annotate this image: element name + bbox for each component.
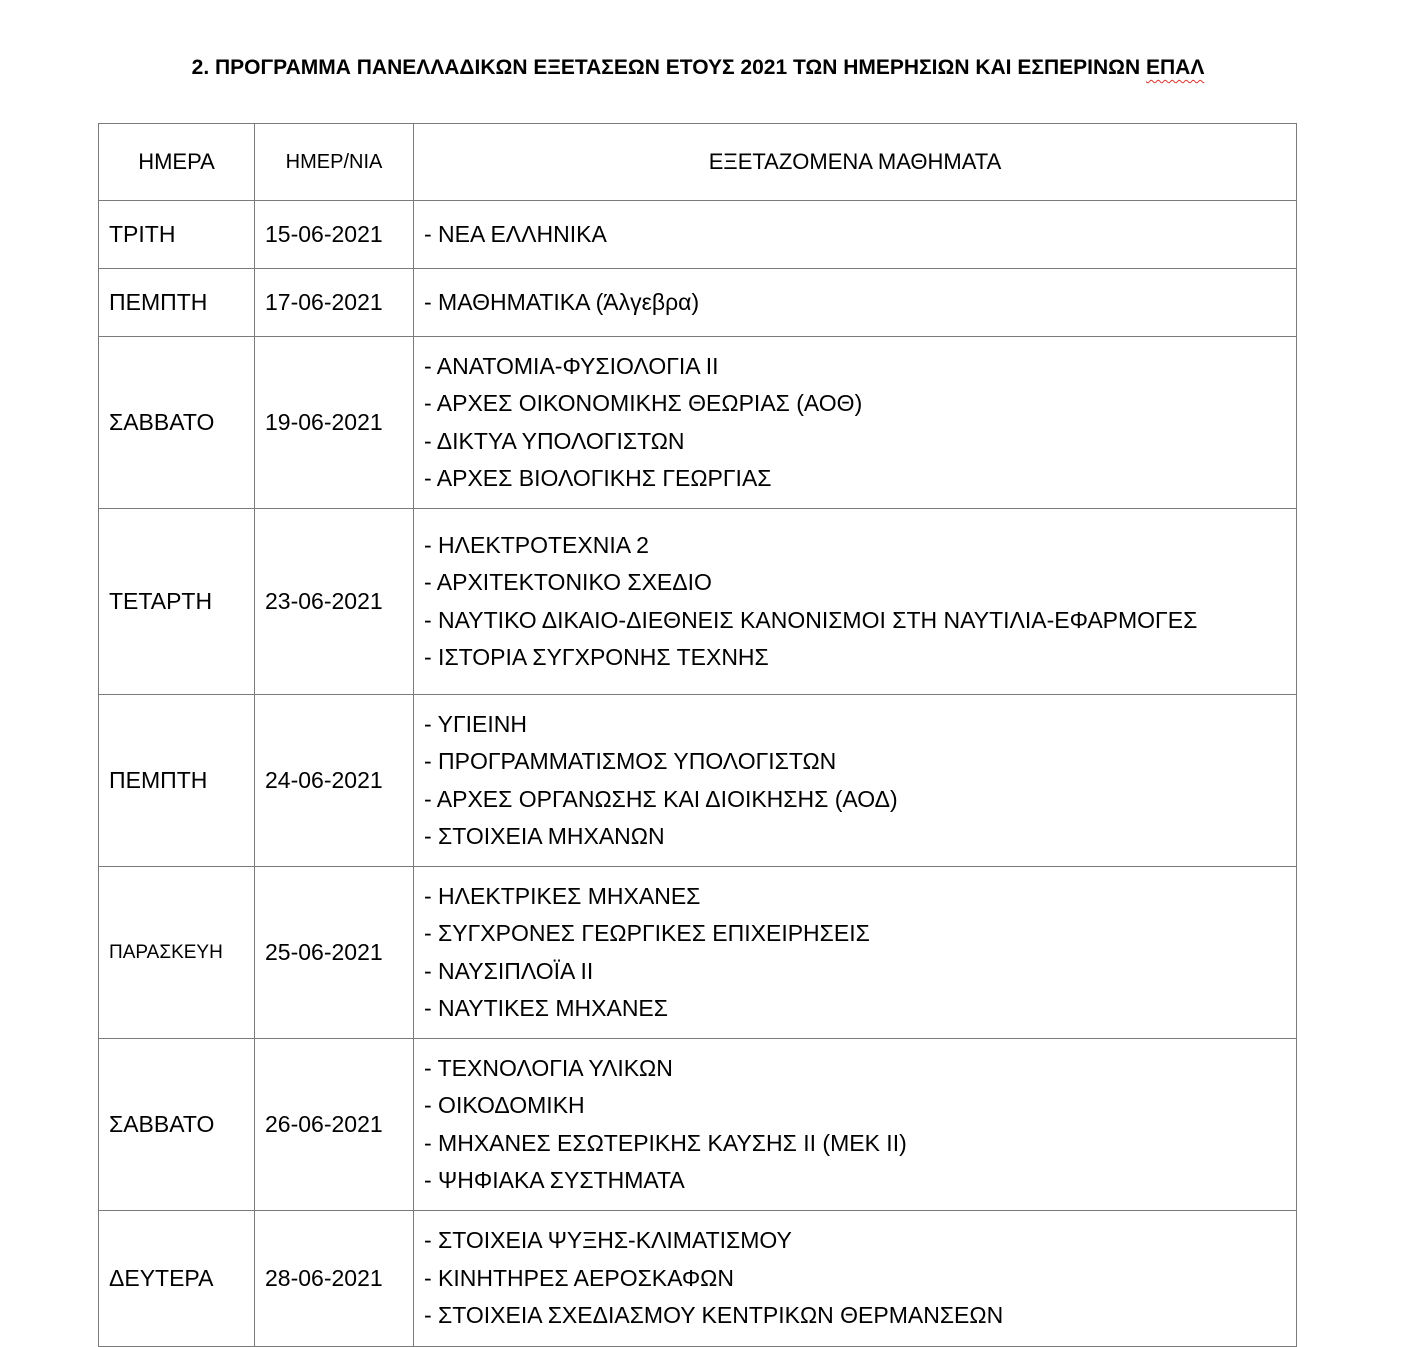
row-subjects <box>414 867 1297 1039</box>
subject-item: - ΗΛΕΚΤΡΙΚΕΣ ΜΗΧΑΝΕΣ <box>424 882 701 909</box>
row-date: 24-06-2021 <box>255 695 414 867</box>
row-subjects <box>414 695 1297 867</box>
table-row <box>99 1039 1297 1211</box>
row-date: 25-06-2021 <box>255 867 414 1039</box>
row-day: ΔΕΥΤΕΡΑ <box>99 1211 255 1347</box>
subject-item: - ΝΑΥΤΙΚΟ ΔΙΚΑΙΟ-ΔΙΕΘΝΕΙΣ ΚΑΝΟΝΙΣΜΟΙ ΣΤΗ ΝΑΥΤΙΛΙΑ-ΕΦΑΡΜΟΓΕΣ <box>424 606 1198 633</box>
row-subjects <box>414 269 1297 337</box>
subject-item: - ΨΗΦΙΑΚΑ ΣΥΣΤΗΜΑΤΑ <box>424 1167 685 1193</box>
subject-item: - ΑΡΧΕΣ ΟΙΚΟΝΟΜΙΚΗΣ ΘΕΩΡΙΑΣ (ΑΟΘ) <box>424 390 863 416</box>
row-day: ΠΕΜΠΤΗ <box>99 695 255 867</box>
subject-item: - ΝΑΥΤΙΚΕΣ ΜΗΧΑΝΕΣ <box>424 995 668 1021</box>
subject-item: - ΚΙΝΗΤΗΡΕΣ ΑΕΡΟΣΚΑΦΩΝ <box>424 1264 734 1291</box>
row-day: ΣΑΒΒΑΤΟ <box>99 1039 255 1211</box>
table-row <box>99 867 1297 1039</box>
subject-item: - ΔΙΚΤΥΑ ΥΠΟΛΟΓΙΣΤΩΝ <box>424 427 685 454</box>
row-subjects <box>414 201 1297 269</box>
header-subjects: ΕΞΕΤΑΖΟΜΕΝΑ ΜΑΘΗΜΑΤΑ <box>414 124 1297 201</box>
row-date: 26-06-2021 <box>255 1039 414 1211</box>
document-title-main: 2. ΠΡΟΓΡΑΜΜΑ ΠΑΝΕΛΛΑΔΙΚΩΝ ΕΞΕΤΑΣΕΩΝ ΕΤΟΥΣ 2021 ΤΩΝ ΗΜΕΡΗΣΙΩΝ ΚΑΙ ΕΣΠΕΡΙΝΩΝ <box>191 56 1146 79</box>
table-row <box>99 201 1297 269</box>
subject-item: - ΟΙΚΟΔΟΜΙΚΗ <box>424 1092 585 1118</box>
row-day: ΤΕΤΑΡΤΗ <box>99 509 255 695</box>
subject-item: - ΑΝΑΤΟΜΙΑ-ΦΥΣΙΟΛΟΓΙΑ ΙΙ <box>424 352 719 379</box>
header-date: ΗΜΕΡ/ΝΙΑ <box>255 124 414 201</box>
subject-item: - ΑΡΧΕΣ ΒΙΟΛΟΓΙΚΗΣ ΓΕΩΡΓΙΑΣ <box>424 465 772 491</box>
table-row <box>99 695 1297 867</box>
row-date: 17-06-2021 <box>255 269 414 337</box>
subject-item: - ΜΗΧΑΝΕΣ ΕΣΩΤΕΡΙΚΗΣ ΚΑΥΣΗΣ ΙΙ (ΜΕΚ ΙΙ) <box>424 1129 907 1156</box>
row-date: 15-06-2021 <box>255 201 414 269</box>
table-body <box>99 201 1297 1347</box>
row-subjects <box>414 337 1297 509</box>
subject-item: - ΑΡΧΕΣ ΟΡΓΑΝΩΣΗΣ ΚΑΙ ΔΙΟΙΚΗΣΗΣ (ΑΟΔ) <box>424 785 898 812</box>
row-subjects <box>414 509 1297 695</box>
subject-item: - ΙΣΤΟΡΙΑ ΣΥΓΧΡΟΝΗΣ ΤΕΧΝΗΣ <box>424 644 769 670</box>
document-title-flagged-word: ΕΠΑΛ <box>1145 56 1205 79</box>
row-date: 28-06-2021 <box>255 1211 414 1347</box>
table-row <box>99 509 1297 695</box>
document-title <box>0 56 1396 80</box>
subject-item: - ΣΤΟΙΧΕΙΑ ΣΧΕΔΙΑΣΜΟΥ ΚΕΝΤΡΙΚΩΝ ΘΕΡΜΑΝΣΕΩΝ <box>424 1302 1004 1329</box>
subject-item: - ΝΕΑ ΕΛΛΗΝΙΚΑ <box>424 220 607 247</box>
subject-item: - ΝΑΥΣΙΠΛΟΪΑ ΙΙ <box>424 957 594 984</box>
row-day: ΣΑΒΒΑΤΟ <box>99 337 255 509</box>
row-date: 19-06-2021 <box>255 337 414 509</box>
subject-item: - ΥΓΙΕΙΝΗ <box>424 710 527 737</box>
subject-item: - ΣΥΓΧΡΟΝΕΣ ΓΕΩΡΓΙΚΕΣ ΕΠΙΧΕΙΡΗΣΕΙΣ <box>424 920 870 946</box>
row-day: ΠΑΡΑΣΚΕΥΗ <box>99 867 255 1039</box>
subject-item: - ΜΑΘΗΜΑΤΙΚΑ (Άλγεβρα) <box>424 288 700 315</box>
row-day: ΤΡΙΤΗ <box>99 201 255 269</box>
row-subjects <box>414 1211 1297 1347</box>
table-row <box>99 1211 1297 1347</box>
table-row <box>99 269 1297 337</box>
subject-item: - ΠΡΟΓΡΑΜΜΑΤΙΣΜΟΣ ΥΠΟΛΟΓΙΣΤΩΝ <box>424 748 837 774</box>
row-day: ΠΕΜΠΤΗ <box>99 269 255 337</box>
table-row <box>99 337 1297 509</box>
table-header-row <box>99 124 1297 201</box>
subject-item: - ΣΤΟΙΧΕΙΑ ΨΥΞΗΣ-ΚΛΙΜΑΤΙΣΜΟΥ <box>424 1227 792 1254</box>
row-subjects <box>414 1039 1297 1211</box>
subject-item: - ΤΕΧΝΟΛΟΓΙΑ ΥΛΙΚΩΝ <box>424 1054 673 1081</box>
header-day: ΗΜΕΡΑ <box>99 124 255 201</box>
row-date: 23-06-2021 <box>255 509 414 695</box>
subject-item: - ΑΡΧΙΤΕΚΤΟΝΙΚΟ ΣΧΕΔΙΟ <box>424 569 712 595</box>
subject-item: - ΗΛΕΚΤΡΟΤΕΧΝΙΑ 2 <box>424 531 649 558</box>
subject-item: - ΣΤΟΙΧΕΙΑ ΜΗΧΑΝΩΝ <box>424 823 665 849</box>
exam-schedule-table <box>98 123 1297 1347</box>
